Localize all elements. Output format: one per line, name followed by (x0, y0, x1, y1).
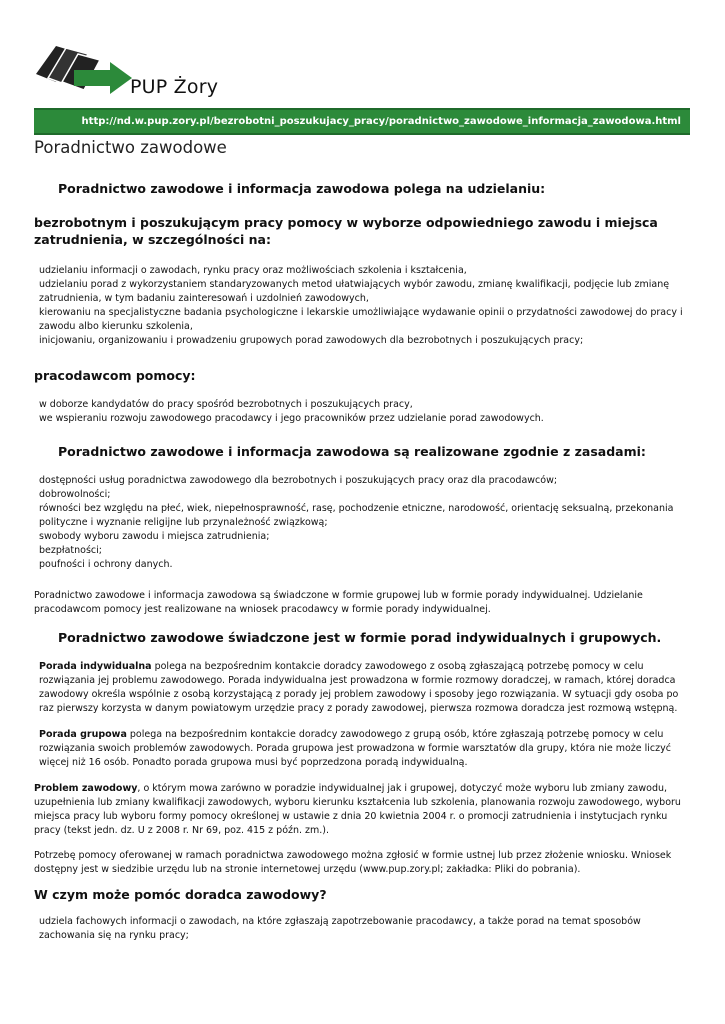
term-porada-indywidualna: Porada indywidualna (39, 661, 152, 672)
list-item: kierowaniu na specjalistyczne badania psychologiczne i lekarskie umożliwiające wydawanie opinii o przydatności zawodowej do pracy i zawodu albo kierunku szkolenia, (39, 307, 683, 332)
list-pracodawcy (34, 398, 690, 426)
term-problem-zawodowy: Problem zawodowy (34, 783, 138, 794)
list-zasady (34, 474, 690, 572)
paragraph-porada-indywidualna: Porada indywidualna polega na bezpośrednim kontakcie doradcy zawodowego z osobą zgłaszającą potrzebę pomocy w celu rozwiązania jej problemu zawodowego. Porada indywidualna jest prowadzona w formie rozmowy doradczej, w ramach, której doradca zawodowy określa wspólnie z osobą korzystającą z porady jej problem zawodowy i sposoby jego rozwiązania. W sytuacji gdy osoba po raz pierwszy korzysta w danym powiatowym urzędzie pracy z porady zawodowej, pierwsza rozmowa doradcza jest rozmową wstępną. (39, 661, 679, 714)
list-item: inicjowaniu, organizowaniu i prowadzeniu grupowych porad zawodowych dla bezrobotnych i poszukujących pracy; (39, 335, 584, 346)
list-item: we wspieraniu rozwoju zawodowego pracodawcy i jego pracowników przez udzielanie porad zawodowych. (39, 413, 544, 424)
section-heading-porady: Poradnictwo zawodowe świadczone jest w formie porad indywidualnych i grupowych. (58, 630, 662, 645)
page-title: Poradnictwo zawodowe (34, 138, 227, 157)
list-item: równości bez względu na płeć, wiek, niepełnosprawność, rasę, pochodzenie etniczne, narodowość, orientację seksualną, przekonania polityczne i wyznanie religijne lub przynależność związkową; (39, 503, 674, 528)
list-doradca (34, 915, 690, 943)
list-item: dostępności usług poradnictwa zawodowego dla bezrobotnych i poszukujących pracy oraz dla pracodawców; (39, 475, 558, 486)
section-heading-pracodawcom: pracodawcom pomocy: (34, 368, 196, 383)
list-item: udziela fachowych informacji o zawodach, na które zgłaszają zapotrzebowanie pracodawcy, a także porad na temat sposobów zachowania się na rynku pracy; (39, 916, 641, 941)
list-item: dobrowolności; (39, 489, 111, 500)
section-heading-doradca: W czym może pomóc doradca zawodowy? (34, 887, 327, 902)
paragraph-porada-grupowa: Porada grupowa polega na bezpośrednim kontakcie doradcy zawodowego z grupą osób, które zgłaszają potrzebę pomocy w celu rozwiązania swoich problemów zawodowych. Porada grupowa jest prowadzona w formie warsztatów dla grupy, która nie może liczyć więcej niż 16 osób. Ponadto porada grupowa musi być poprzedzona poradą indywidualną. (39, 729, 671, 768)
section-heading-zasady: Poradnictwo zawodowe i informacja zawodowa są realizowane zgodnie z zasadami: (58, 444, 646, 459)
paragraph-formy: Poradnictwo zawodowe i informacja zawodowa są świadczone w formie grupowej lub w formie porady indywidualnej. Udzielanie pracodawcom pomocy jest realizowane na wniosek pracodawcy w formie porady indywidualnej. (34, 590, 643, 615)
article-content (34, 180, 690, 943)
list-item: poufności i ochrony danych. (39, 559, 173, 570)
section-heading-bezrobotnym: bezrobotnym i poszukującym pracy pomocy w wyborze odpowiedniego zawodu i miejsca zatrudnienia, w szczególności na: (34, 215, 658, 247)
term-porada-grupowa: Porada grupowa (39, 729, 127, 740)
list-bezrobotni (34, 264, 690, 348)
list-item: swobody wyboru zawodu i miejsca zatrudnienia; (39, 531, 270, 542)
paragraph-problem-zawodowy: Problem zawodowy, o którym mowa zarówno w poradzie indywidualnej jak i grupowej, dotyczyć może wyboru lub zmiany zawodu, uzupełnienia lub zmiany kwalifikacji zawodowych, wyboru kierunku kształcenia lub szkolenia, planowania rozwoju zawodowego, wyboru miejsca pracy lub wyboru formy pomocy określonej w ustawie z dnia 20 kwietnia 2004 r. o promocji zatrudnienia i instytucjach rynku pracy (tekst jedn. dz. U z 2008 r. Nr 69, poz. 415 z późn. zm.). (34, 783, 681, 836)
site-name: PUP Żory (130, 76, 219, 98)
list-item: udzielaniu informacji o zawodach, rynku pracy oraz możliwościach szkolenia i kształcenia, (39, 265, 467, 276)
list-item: udzielaniu porad z wykorzystaniem standaryzowanych metod ułatwiających wybór zawodu, zmianę kwalifikacji, podjęcie lub zmianę zatrudnienia, w tym badaniu zainteresowań i uzdolnień zawodowych, (39, 279, 670, 304)
list-item: w doborze kandydatów do pracy spośród bezrobotnych i poszukujących pracy, (39, 399, 413, 410)
list-item: bezpłatności; (39, 545, 102, 556)
page-url-link[interactable]: http://nd.w.pup.zory.pl/bezrobotni_poszukujacy_pracy/poradnictwo_zawodowe_informacja_zawodowa.html (81, 116, 681, 127)
paragraph-wniosek: Potrzebę pomocy oferowanej w ramach poradnictwa zawodowego można zgłosić w formie ustnej lub przez złożenie wniosku. Wniosek dostępny jest w siedzibie urzędu lub na stronie internetowej urzędu (www.pup.zory.pl; zakładka: Pliki do pobrania). (34, 850, 672, 875)
url-bar (34, 108, 690, 135)
section-heading-udzielanie: Poradnictwo zawodowe i informacja zawodowa polega na udzielaniu: (58, 181, 546, 196)
pup-logo-icon (34, 40, 134, 98)
